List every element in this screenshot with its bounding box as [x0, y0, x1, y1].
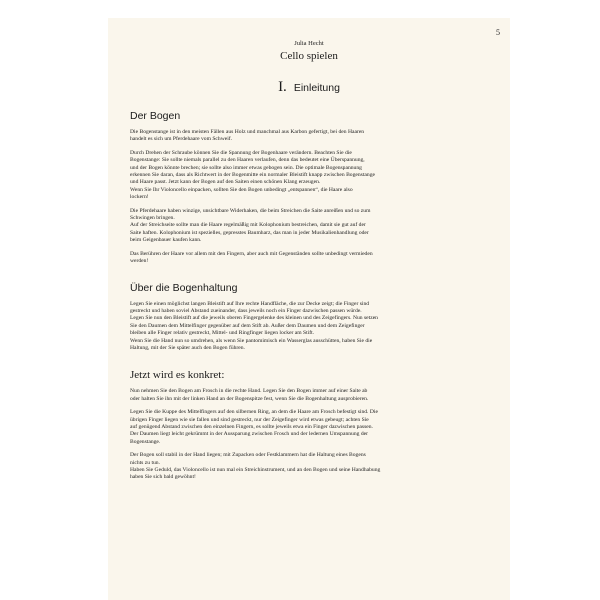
paragraph	[130, 129, 488, 144]
text-line: Legen Sie nun den Bleistift auf die jeweils oberen Fingergelenke des kleinen und des Zeigefingers. Nun setzen	[130, 315, 378, 322]
text-line: Der Daumen liegt leicht gekrümmt in der Aussparung zwischen Frosch und der ledernen Umspannung der	[130, 431, 368, 438]
spacer	[130, 272, 488, 282]
text-line: Bogenstange.	[130, 438, 161, 445]
text-line: auf genügend Abstand zwischen den einzelnen Fingern, es sollte jeweils etwa ein Finger dazwischen passen.	[130, 423, 373, 430]
text-line: lockern!	[130, 194, 149, 201]
text-line: handelt es sich um Pferdehaare vom Schweif.	[130, 136, 233, 143]
text-line: Auf der Streichseite sollte man die Haare regelmäßig mit Kolophonium bestreichen, damit sie gut auf der	[130, 222, 366, 229]
section-der-bogen	[130, 110, 488, 266]
text-line: Schwingen bringen.	[130, 215, 175, 222]
text-line: oder halten Sie ihn mit der linken Hand an der Bogenspitze fest, wenn Sie die Bogenhaltung ausprobieren.	[130, 395, 369, 402]
text-line: Haben Sie Geduld, das Violoncello ist nun mal ein Streichinstrument, und an den Bogen und seine Handhabung	[130, 467, 381, 473]
text-line: Bogenstange: Sie sollte niemals parallel zu den Haaren verlaufen, denn das bedeutet eine Überspannung,	[130, 157, 365, 164]
text-line: Saite haften. Kolophonium ist spezielles, gepresstes Baumharz, das man in jeder Musikalienhandlung oder	[130, 229, 369, 236]
text-line: gestreckt und haben soviel Abstand zueinander, dass jeweils noch ein Finger dazwischen passen würde.	[130, 307, 362, 314]
paragraph	[130, 251, 488, 266]
page-content	[130, 110, 488, 488]
text-line: Das Berühren der Haare vor allem mit den Fingern, aber auch mit Gegenständen sollte unbedingt vermieden	[130, 250, 373, 257]
text-line: Sie den Daumen dem Mittelfinger gegenüber auf dem Stift ab. Außer dem Daumen und dem Zeigefinger	[130, 322, 365, 329]
spacer	[130, 358, 488, 369]
text-line: Wenn Sie Ihr Violoncello einpacken, sollten Sie den Bogen unbedingt „entspannen“, die Haare also	[130, 186, 353, 193]
text-line: werden!	[130, 258, 149, 265]
text-line: und der Bogen könnte brechen; sie sollte also immer etwas gebogen sein. Die optimale Bogenspannung	[130, 164, 362, 171]
text-line: Die Bogenstange ist in den meisten Fällen aus Holz und manchmal aus Karbon gefertigt, bei den Haaren	[130, 129, 365, 135]
text-line: Die Pferdehaare haben winzige, unsichtbare Widerhaken, die beim Streichen die Saite anreißen und so zum	[130, 207, 371, 214]
text-line: nichts zu tun.	[130, 459, 160, 466]
text-line: erkennen Sie daran, dass als Richtwert in der Bogenmitte ein normaler Bleistift knapp zwischen Bogenstange	[130, 172, 375, 179]
book-title: Cello spielen	[280, 50, 338, 62]
text-line: Durch Drehen der Schraube können Sie die Spannung der Bogenhaare verändern. Beachten Sie die	[130, 149, 352, 156]
paragraph	[130, 301, 488, 353]
text-line: Legen Sie die Kuppe des Mittelfingers auf den silbernen Ring, an dem die Haare am Frosch befestigt sind. Die	[130, 409, 378, 416]
text-line: bleiben alle Finger relativ gestreckt, Mittel- und Ringfinger liegen locker am Stift.	[130, 330, 315, 337]
text-line: übrigen Finger liegen wie sie fallen und sind gestreckt, nur der Zeigefinger wird etwas gebeugt; achten Sie	[130, 416, 369, 423]
section-jetzt-wird-es-konkret	[130, 369, 488, 481]
text-line: Wenn Sie die Hand nun so umdrehen, als wenn Sie pantomimisch ein Wasserglas ausschütten, haben Sie die	[130, 337, 373, 344]
text-line: haben Sie sich bald gewöhnt!	[130, 474, 196, 481]
text-line: Haltung, mit der Sie später auch den Bogen führen.	[130, 344, 245, 351]
paragraph	[130, 409, 488, 446]
author-name: Julia Hecht	[294, 40, 324, 47]
paragraph	[130, 150, 488, 202]
section-heading: Über die Bogenhaltung	[130, 281, 238, 294]
chapter-title: Einleitung	[293, 82, 340, 94]
section-heading: Jetzt wird es konkret:	[130, 369, 225, 382]
text-line: Der Bogen soll stabil in der Hand liegen; mit Zupacken oder Festklammern hat die Haltung eines Bogens	[130, 452, 366, 459]
section-bogenhaltung	[130, 282, 488, 353]
book-page	[108, 18, 510, 600]
text-line: Nun nehmen Sie den Bogen am Frosch in die rechte Hand. Legen Sie den Bogen immer auf einer Saite ab	[130, 388, 368, 395]
paragraph	[130, 208, 488, 245]
text-line: Legen Sie einen möglichst langen Bleistift auf Ihre rechte Handfläche, die zur Decke zeigt; die Finger sind	[130, 300, 370, 307]
text-line: beim Geigenbauer kaufen kann.	[130, 237, 202, 244]
text-line: und Haare passt. Jetzt kann der Bogen auf den Saiten einen schönen Klang erzeugen.	[130, 179, 321, 186]
chapter-number: I.	[278, 79, 287, 95]
paragraph	[130, 388, 488, 403]
page-number: 5	[496, 28, 500, 37]
chapter-heading	[108, 78, 510, 96]
section-heading: Der Bogen	[130, 110, 181, 122]
paragraph	[130, 452, 488, 482]
